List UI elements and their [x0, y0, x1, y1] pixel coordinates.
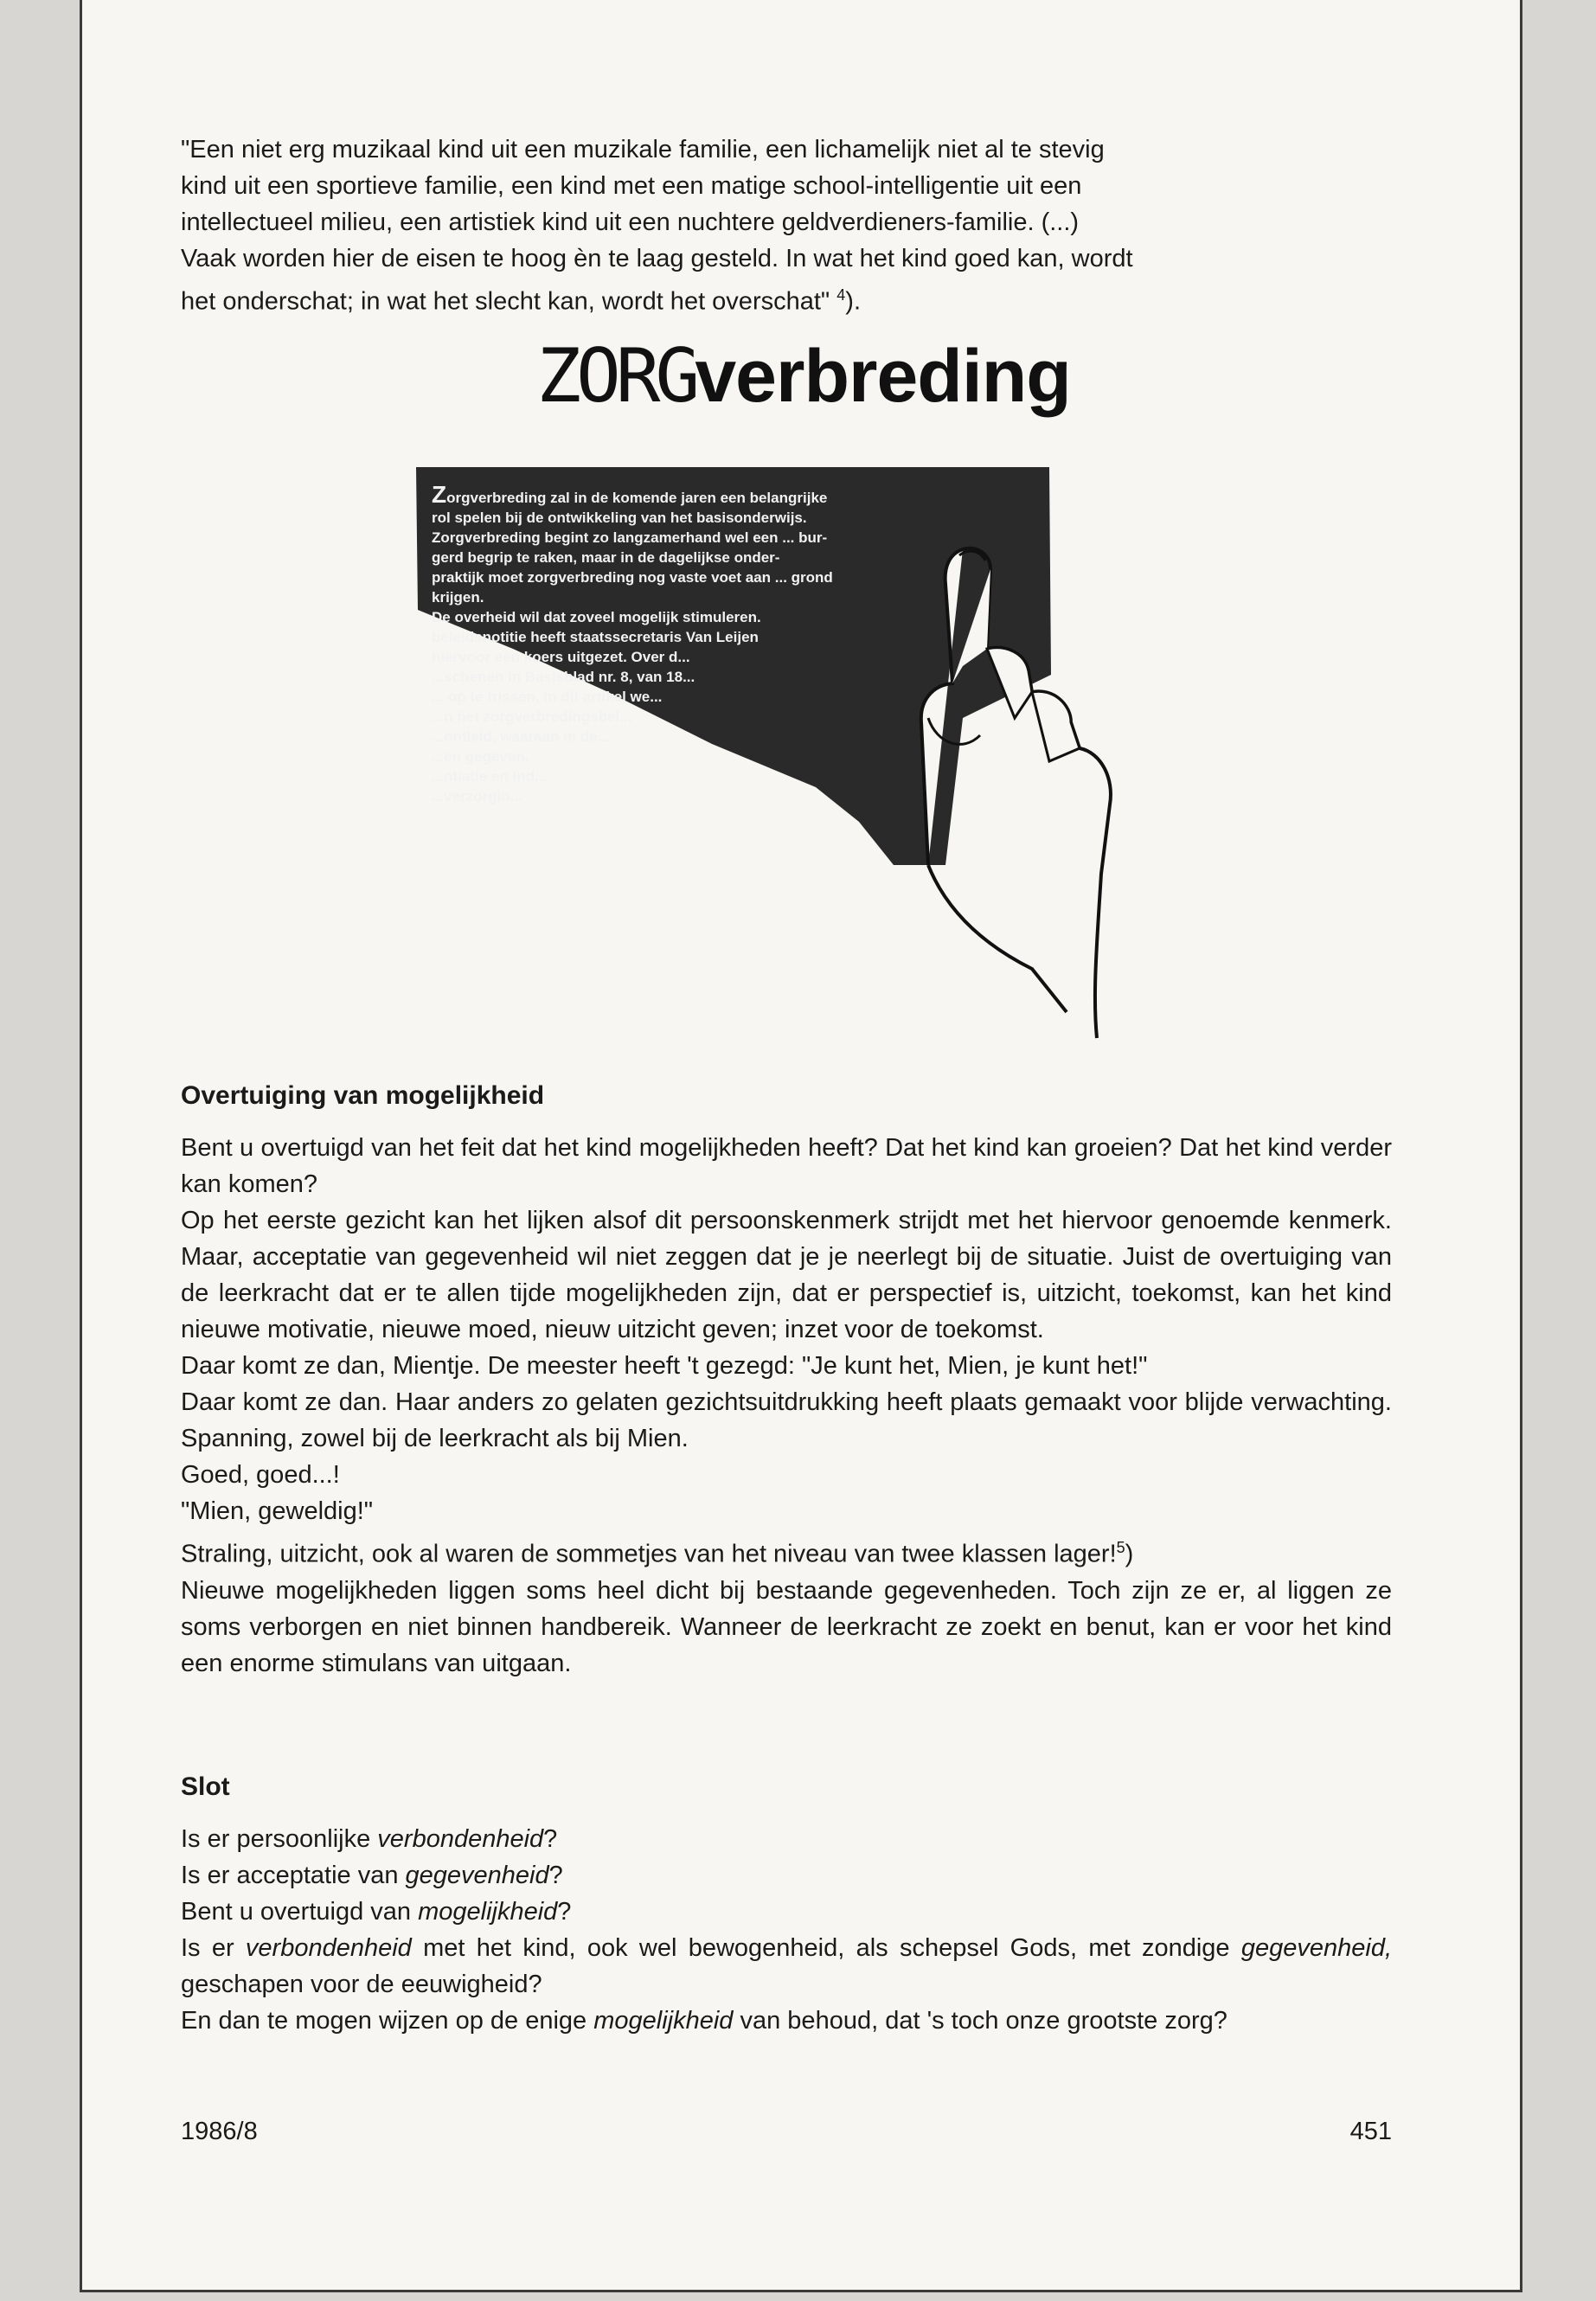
issue-number: 1986/8	[181, 2118, 258, 2145]
intro-line: intellectueel milieu, een artistiek kind uit een nuchtere geldverdieners-familie. (...)	[181, 208, 1080, 236]
panel-line: ...schenen in Basisblad nr. 8, van 18...	[432, 669, 695, 685]
paragraph: Bent u overtuigd van het feit dat het kind mogelijkheden heeft? Dat het kind kan groeien? Dat het kind verder kan komen?	[181, 1134, 1392, 1198]
panel-line: De overheid wil dat zoveel mogelijk stimuleren.	[432, 609, 761, 625]
question-text: van behoud, dat 's toch onze grootste zorg?	[733, 2007, 1227, 2035]
question-text: Bent u overtuigd van	[181, 1898, 419, 1926]
question	[181, 1821, 1392, 1857]
question-emphasis: mogelijkheid	[593, 2007, 734, 2035]
paragraph	[181, 1529, 1392, 1573]
question-emphasis: gegevenheid,	[1240, 1934, 1392, 1962]
panel-line: ...ntiatie en ind...	[432, 768, 548, 785]
paragraph: Daar komt ze dan. Haar anders zo gelaten gezichtsuitdrukking heeft plaats gemaakt voor blijde verwachting. Spanning, zowel bij de leerkracht als bij Mien.	[181, 1388, 1392, 1452]
panel-line: ... op te frissen, in dit artikel we...	[432, 689, 663, 705]
figure-title-verbreding: verbreding	[695, 335, 1071, 418]
question-emphasis: verbondenheid	[245, 1934, 412, 1962]
figure-panel-text	[432, 484, 985, 806]
panel-line: hiervoor een koers uitgezet. Over d...	[432, 649, 690, 665]
question-emphasis: verbondenheid	[377, 1825, 544, 1853]
question-text: En dan te mogen wijzen op de enige	[181, 2007, 594, 2035]
question-text: ?	[548, 1862, 563, 1889]
paragraph: Op het eerste gezicht kan het lijken alsof dit persoonskenmerk strijdt met het hiervoor genoemde kenmerk. Maar, acceptatie van gegevenheid wil niet zeggen dat je je neerlegt bij de situatie. Juist de overtuiging van de leerkracht dat er te allen tijde mogelijkheden zijn, dat er perspectief is, uitzicht, toekomst, kan het kind nieuwe motivatie, nieuwe moed, nieuw uitzicht geven; inzet voor de toekomst.	[181, 1207, 1392, 1343]
panel-line: krijgen.	[432, 589, 484, 606]
panel-first-text: orgverbreding zal in de komende jaren een belangrijke	[446, 490, 828, 506]
intro-line	[181, 277, 1392, 320]
paragraph-end: )	[1125, 1540, 1134, 1568]
section-heading: Overtuiging van mogelijkheid	[181, 1081, 545, 1110]
intro-line: "Een niet erg muzikaal kind uit een muzikale familie, een lichamelijk niet al te stevig	[181, 136, 1105, 163]
section-overtuiging	[181, 1078, 1392, 1682]
section-slot	[181, 1769, 1392, 2039]
question-emphasis: gegevenheid	[405, 1862, 549, 1889]
footnote-ref: 5	[1116, 1539, 1125, 1556]
intro-line: kind uit een sportieve familie, een kind met een matige school-intelligentie uit een	[181, 172, 1082, 200]
intro-line: Vaak worden hier de eisen te hoog èn te laag gesteld. In wat het kind goed kan, wordt	[181, 245, 1133, 272]
section-heading: Slot	[181, 1772, 230, 1801]
panel-line: praktijk moet zorgverbreding nog vaste voet aan ... grond	[432, 569, 833, 586]
question-text: geschapen voor de eeuwigheid?	[181, 1971, 542, 1998]
document-page	[80, 0, 1522, 2292]
figure-title-zorg: ZORG	[536, 333, 695, 420]
paragraph: Goed, goed...!	[181, 1461, 340, 1489]
question	[181, 2003, 1392, 2039]
paragraph: Daar komt ze dan, Mientje. De meester heeft 't gezegd: "Je kunt het, Mien, je kunt het!"	[181, 1352, 1148, 1380]
question-text: Is er persoonlijke	[181, 1825, 378, 1853]
panel-line: beleidsnotitie heeft staatssecretaris Van Leijen	[432, 629, 759, 645]
paragraph-text: Straling, uitzicht, ook al waren de sommetjes van het niveau van twee klassen lager!	[181, 1540, 1117, 1568]
question-text: met het kind, ook wel bewogenheid, als schepsel Gods, met zondige	[411, 1934, 1241, 1962]
question	[181, 1857, 1392, 1894]
panel-line: ...ontleid, waaraan in de...	[432, 728, 610, 745]
figure-title	[82, 333, 1522, 420]
panel-line: ...n het zorgverbredingsbel...	[432, 708, 632, 725]
question-text: ?	[557, 1898, 572, 1926]
intro-quote	[181, 131, 1392, 320]
paragraph: "Mien, geweldig!"	[181, 1497, 374, 1525]
intro-last-text: het onderschat; in wat het slecht kan, wordt het overschat"	[181, 287, 830, 316]
panel-line	[432, 484, 985, 508]
question-text: Is er	[181, 1934, 246, 1962]
panel-line: Zorgverbreding begint zo langzamerhand wel een ... bur-	[432, 529, 828, 546]
question	[181, 1894, 1392, 1930]
question-emphasis: mogelijkheid	[418, 1898, 558, 1926]
panel-dropcap: Z	[432, 484, 447, 508]
page-number: 451	[1349, 2118, 1392, 2145]
panel-line: ...verzorgin...	[432, 788, 522, 804]
panel-line: gerd begrip te raken, maar in de dagelijkse onder-	[432, 549, 780, 566]
question-text: Is er acceptatie van	[181, 1862, 406, 1889]
intro-end: ).	[845, 287, 862, 316]
panel-line: rol spelen bij de ontwikkeling van het basisonderwijs.	[432, 510, 807, 526]
question-text: ?	[543, 1825, 558, 1853]
zorgverbreding-illustration	[409, 458, 1240, 1047]
footnote-ref: 4	[836, 286, 846, 304]
question	[181, 1930, 1392, 2003]
panel-line: ...en gegeven.	[432, 748, 529, 765]
paragraph: Nieuwe mogelijkheden liggen soms heel dicht bij bestaande gegevenheden. Toch zijn ze er, al liggen ze soms verborgen en niet binnen handbereik. Wanneer de leerkracht ze zoekt en benut, kan er voor het kind een enorme stimulans van uitgaan.	[181, 1576, 1392, 1677]
